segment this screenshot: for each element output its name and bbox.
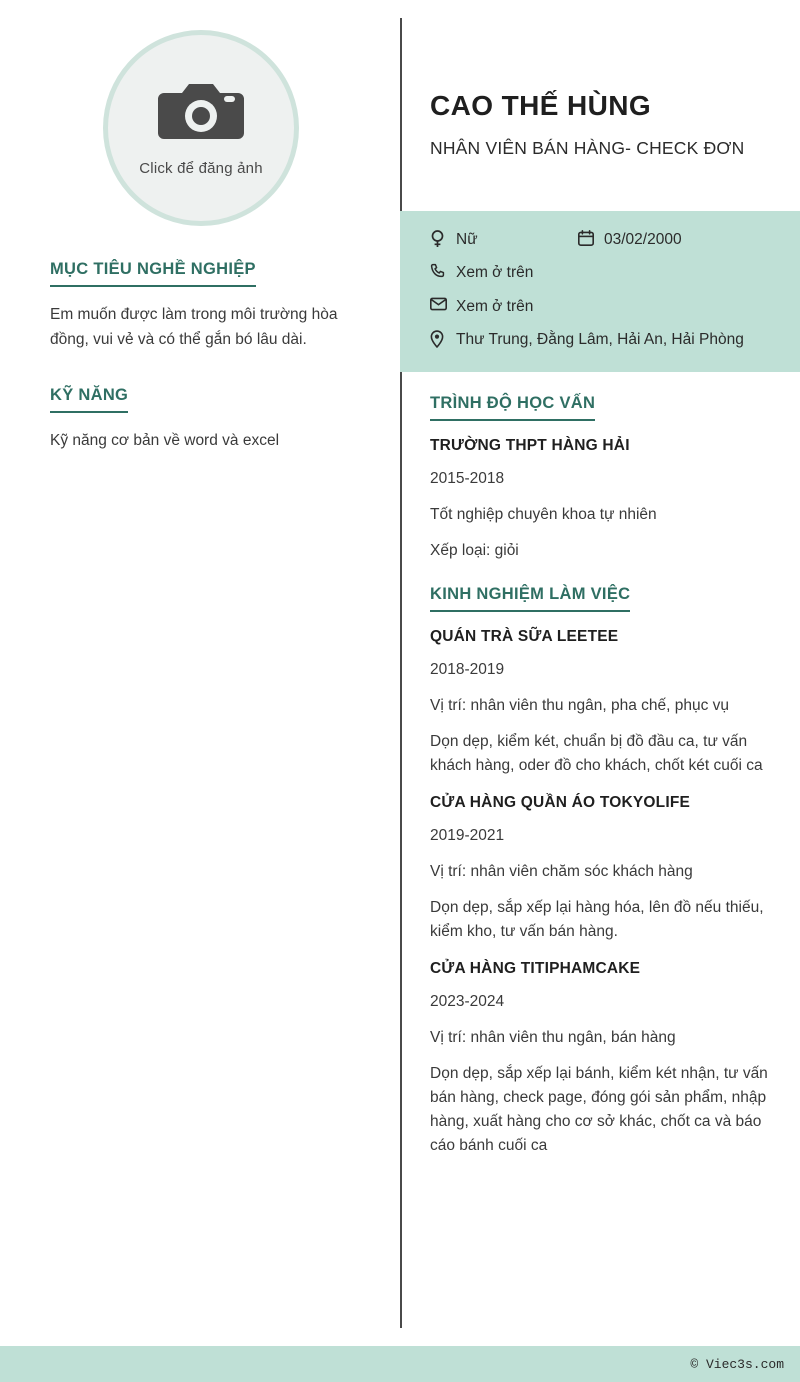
gender-icon [430,229,456,251]
contact-row [430,229,770,251]
calendar-icon [578,229,604,251]
education-entry-line: Xếp loại: giỏi [430,541,519,559]
footer-bar [0,1346,800,1382]
experience-entry-line: Vị trí: nhân viên thu ngân, bán hàng [430,1029,676,1047]
education-entry [430,437,774,563]
contact-row [430,329,770,351]
experience-entry [430,960,774,1158]
education-section [430,372,774,563]
experience-heading: KINH NGHIỆM LÀM VIỆC [430,585,630,612]
left-column [0,18,400,1382]
skills-section [50,352,352,453]
right-column [400,18,800,1382]
avatar-upload[interactable] [103,30,299,226]
address-value: Thư Trung, Đằng Lâm, Hải An, Hải Phòng [456,331,744,349]
experience-entry-line: 2023-2024 [430,993,505,1011]
email-value: Xem ở trên [456,297,534,315]
location-pin-icon [430,329,456,348]
camera-icon [158,79,244,150]
gender-value: Nữ [456,231,478,248]
phone-value: Xem ở trên [456,264,534,282]
objective-section [50,226,352,352]
contact-row [430,262,770,284]
job-title: NHÂN VIÊN BÁN HÀNG- CHECK ĐƠN [430,138,745,158]
experience-entry-line: Vị trí: nhân viên chăm sóc khách hàng [430,863,693,880]
avatar-caption: Click để đăng ảnh [139,160,263,177]
copyright-text: © Viec3s.com [690,1356,784,1372]
objective-heading: MỤC TIÊU NGHỀ NGHIỆP [50,260,256,287]
experience-entry-line: 2018-2019 [430,660,505,678]
page-title: CAO THẾ HÙNG [430,90,652,121]
experience-entry-title: CỬA HÀNG QUẦN ÁO TOKYOLIFE [430,793,691,811]
experience-entry-line: Vị trí: nhân viên thu ngân, pha chế, phục vụ [430,696,730,714]
contact-panel [400,211,800,372]
skills-body: Kỹ năng cơ bản về word và excel [50,432,280,450]
phone-icon [430,262,456,279]
experience-entry [430,628,774,778]
education-entry-line: 2015-2018 [430,469,505,487]
contact-row [430,296,770,318]
education-heading: TRÌNH ĐỘ HỌC VẤN [430,394,595,421]
experience-entry-line: 2019-2021 [430,826,505,844]
experience-entry-title: CỬA HÀNG TITIPHAMCAKE [430,960,641,978]
education-entry-title: TRƯỜNG THPT HÀNG HẢI [430,436,630,454]
experience-entry-title: QUÁN TRÀ SỮA LEETEE [430,627,619,645]
skills-heading: KỸ NĂNG [50,386,128,413]
experience-entry-line: Dọn dẹp, sắp xếp lại bánh, kiểm két nhận, tư vấn bán hàng, check page, đóng gói sản phẩm, nhập hàng, xuất hàng cho cơ sở khác, chốt ca và báo cáo bánh cuối ca [430,1065,768,1155]
experience-section [430,563,774,1158]
birthday-value: 03/02/2000 [604,231,682,248]
objective-body: Em muốn được làm trong môi trường hòa đồng, vui vẻ và có thể gắn bó lâu dài. [50,306,338,349]
education-entry-line: Tốt nghiệp chuyên khoa tự nhiên [430,505,657,523]
experience-entry-line: Dọn dẹp, sắp xếp lại hàng hóa, lên đồ nếu thiếu, kiểm kho, tư vấn bán hàng. [430,899,764,941]
envelope-icon [430,296,456,311]
experience-entry [430,794,774,944]
experience-entry-line: Dọn dẹp, kiểm két, chuẩn bị đồ đầu ca, tư vấn khách hàng, oder đồ cho khách, chốt két cuối ca [430,732,763,774]
